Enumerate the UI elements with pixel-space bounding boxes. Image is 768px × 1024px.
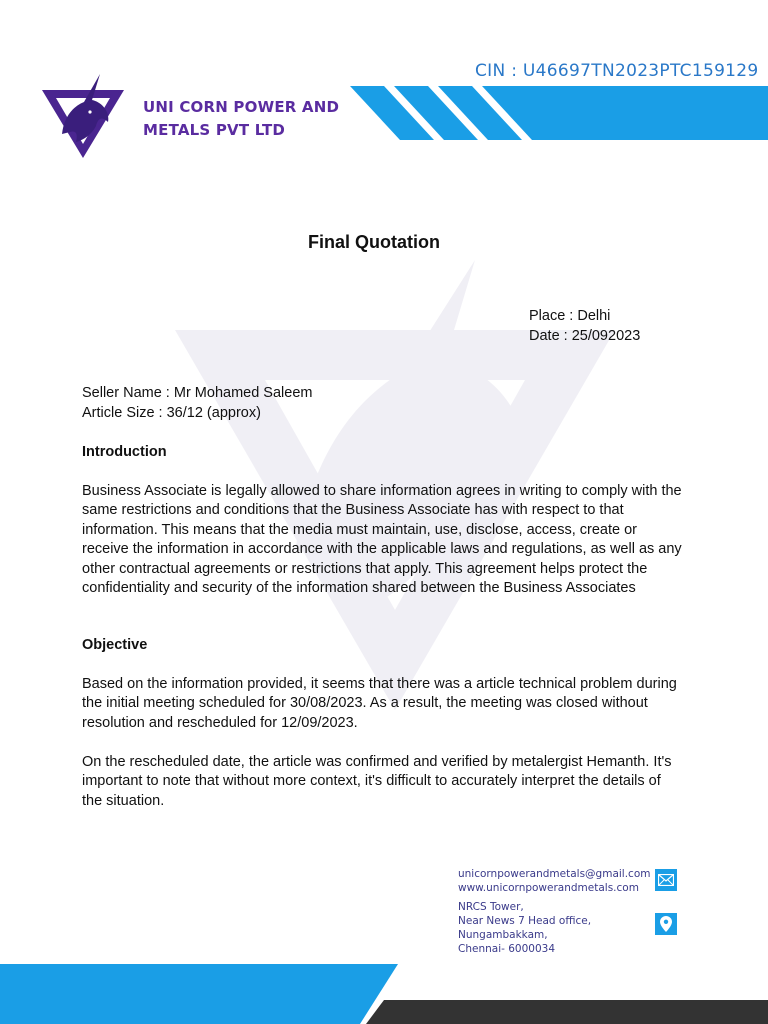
page-title: Final Quotation bbox=[308, 232, 440, 252]
address-line-1: NRCS Tower, bbox=[458, 901, 524, 913]
objective-paragraph-2: On the rescheduled date, the article was confirmed and verified by metalergist Hemanth. It's important to note that without more context, it's difficult to accurately interpret the details of the situation. bbox=[82, 754, 672, 809]
article-size: Article Size : 36/12 (approx) bbox=[82, 405, 261, 421]
address-line-3: Nungambakkam, bbox=[458, 929, 548, 941]
company-name-line2: METALS PVT LTD bbox=[143, 121, 286, 139]
mail-icon bbox=[655, 869, 677, 891]
address-line-4: Chennai- 6000034 bbox=[458, 943, 555, 955]
objective-paragraph-1: Based on the information provided, it seems that there was a article technical problem during the initial meeting scheduled for 30/08/2023. As a result, the meeting was closed without resolution and rescheduled for 12/09/2023. bbox=[82, 676, 677, 731]
cin-number: CIN : U46697TN2023PTC159129 bbox=[475, 61, 759, 81]
header-stripe-decoration bbox=[350, 86, 768, 140]
address-line-2: Near News 7 Head office, bbox=[458, 915, 592, 927]
company-name-line1: UNI CORN POWER AND bbox=[143, 98, 340, 116]
location-pin-icon bbox=[655, 913, 677, 935]
introduction-text: Business Associate is legally allowed to share information agrees in writing to comply with the same restrictions and conditions that the Business Associate has with respect to that information. This means that the media must maintain, use, disclose, access, create or receive the information in accordance with the applicable laws and regulations, as well as any other contractual agreements or restrictions that apply. This agreement helps protect the confidentiality and security of the information shared between the Business Associates bbox=[82, 483, 682, 597]
footer-email[interactable]: unicornpowerandmetals@gmail.com bbox=[458, 868, 651, 880]
introduction-heading: Introduction bbox=[82, 444, 167, 460]
footer-band-decoration bbox=[0, 960, 768, 1024]
objective-heading: Objective bbox=[82, 637, 148, 653]
unicorn-logo bbox=[42, 72, 124, 158]
seller-name: Seller Name : Mr Mohamed Saleem bbox=[82, 385, 313, 401]
date-field: Date : 25/092023 bbox=[529, 328, 641, 344]
footer-website[interactable]: www.unicornpowerandmetals.com bbox=[458, 882, 639, 894]
place-field: Place : Delhi bbox=[529, 308, 611, 324]
